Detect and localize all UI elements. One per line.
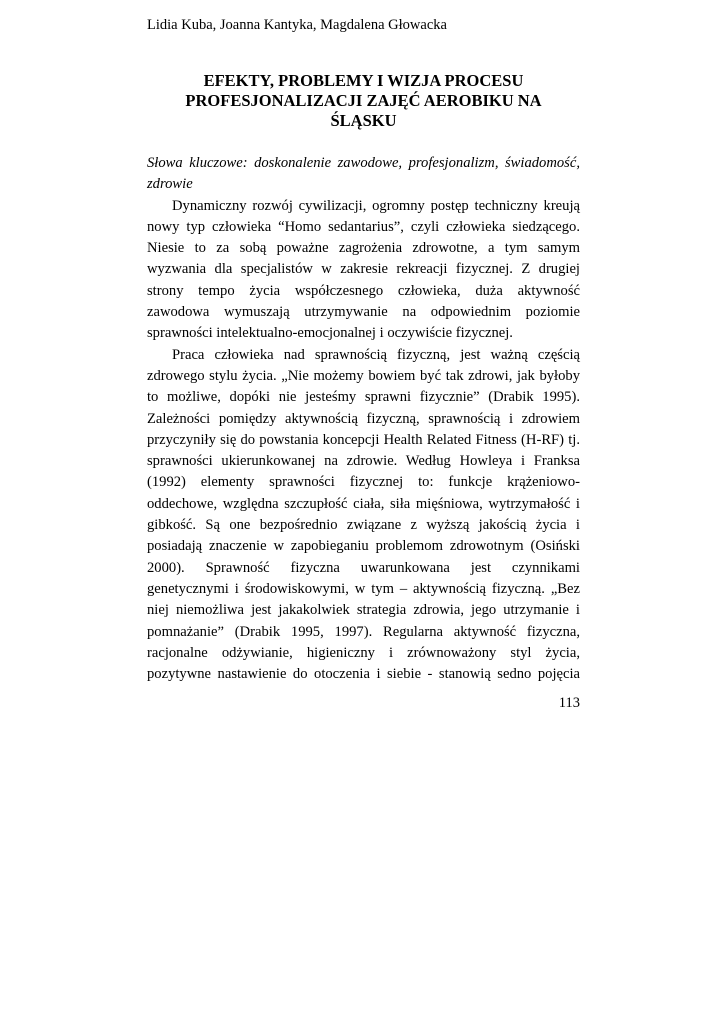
paragraph-line: pomnażanie” (Drabik 1995, 1997). Regularna aktywność fizyczna, <box>147 623 580 640</box>
page-number: 113 <box>558 695 580 711</box>
paragraph-2 <box>147 345 580 686</box>
paragraph-line: Dynamiczny rozwój cywilizacji, ogromny postęp techniczny kreują <box>172 197 580 214</box>
paragraph-line: pozytywne nastawienie do otoczenia i siebie - stanowią sedno pojęcia <box>147 666 580 683</box>
keywords-line: zdrowie <box>147 176 193 193</box>
paragraph-line: przyczyniły się do powstania koncepcji Health Related Fitness (H-RF) tj. <box>147 431 580 448</box>
paragraph-line: posiadają znaczenie w zapobieganiu problemom zdrowotnym (Osiński <box>147 538 580 555</box>
title-line: ŚLĄSKU <box>330 111 397 130</box>
paragraph-line: niej niemożliwa jest jakakolwiek strategia zdrowia, jego utrzymanie i <box>147 602 580 619</box>
paragraph-line: gibkość. Są one bezpośrednio związane z wyższą jakością życia i <box>147 517 580 534</box>
running-head-authors: Lidia Kuba, Joanna Kantyka, Magdalena Głowacka <box>147 17 447 33</box>
paragraph-line: strony tempo życia współczesnego człowieka, duża aktywność <box>147 282 580 299</box>
paragraph-line: zawodowa wymuszają utrzymywanie na odpowiednim poziomie <box>147 304 580 321</box>
paragraph-line: zdrowego stylu życia. „Nie możemy bowiem być tak zdrowi, jak byłoby <box>147 367 580 384</box>
paragraph-line: nowy typ człowieka “Homo sedantarius”, czyli człowieka siedzącego. <box>147 218 580 235</box>
paragraph-line: (1992) elementy sprawności fizycznej to: funkcje krążeniowo- <box>147 474 580 491</box>
article-title <box>147 71 580 131</box>
paragraph-line: Zależności pomiędzy aktywnością fizyczną, sprawnością i zdrowiem <box>147 410 580 427</box>
paragraph-line: sprawności ukierunkowanej na zdrowie. Według Howleya i Franksa <box>147 453 580 470</box>
title-line: PROFESJONALIZACJI ZAJĘĆ AEROBIKU NA <box>185 91 542 110</box>
paragraph-line: Praca człowieka nad sprawnością fizyczną, jest ważną częścią <box>172 346 580 363</box>
paragraph-line: 2000). Sprawność fizyczna uwarunkowana jest czynnikami <box>147 559 580 576</box>
title-line: EFEKTY, PROBLEMY I WIZJA PROCESU <box>203 71 524 90</box>
keywords-line: Słowa kluczowe: doskonalenie zawodowe, profesjonalizm, świadomość, <box>147 155 580 171</box>
paragraph-line: oddechowe, względna szczupłość ciała, siła mięśniowa, wytrzymałość i <box>147 495 580 512</box>
paragraph-line: racjonalne odżywianie, higieniczny i zrównoważony styl życia, <box>147 644 580 661</box>
paragraph-line: sprawności intelektualno-emocjonalnej i oczywiście fizycznej. <box>147 325 513 342</box>
keywords <box>147 153 580 196</box>
paragraph-line: to możliwe, dopóki nie jesteśmy sprawni fizycznie” (Drabik 1995). <box>147 389 580 406</box>
paragraph-line: Niesie to za sobą poważne zagrożenia zdrowotne, a tym samym <box>147 240 580 257</box>
article-body <box>147 153 580 685</box>
paragraph-line: genetycznymi i środowiskowymi, w tym – aktywnością fizyczną. „Bez <box>147 580 580 597</box>
paragraph-line: wyzwania dla specjalistów w zakresie rekreacji fizycznej. Z drugiej <box>147 261 580 278</box>
paragraph-1 <box>147 196 580 345</box>
